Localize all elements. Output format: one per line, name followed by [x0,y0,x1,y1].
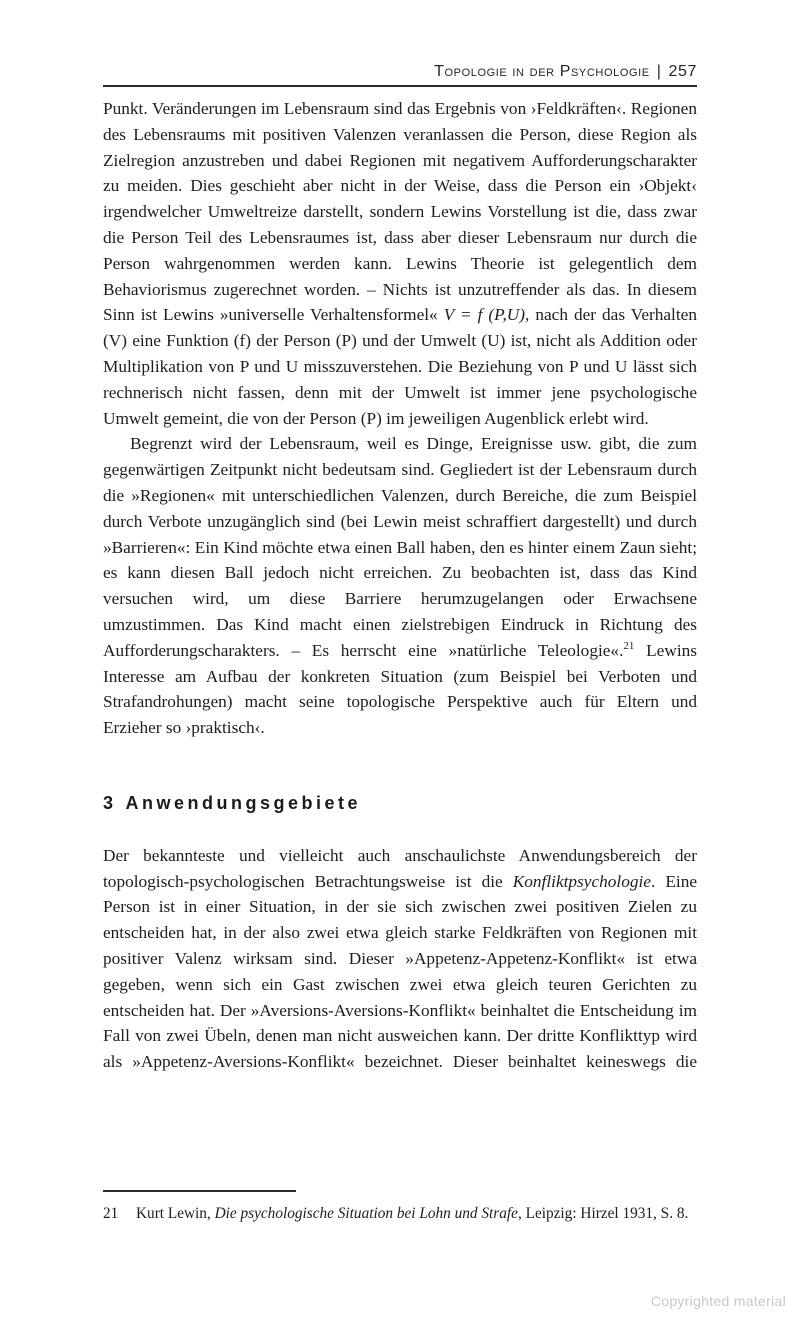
paragraph-2 [103,431,697,741]
paragraph-1-text: Punkt. Veränderungen im Lebensraum sind das Ergebnis von ›Feldkräften‹. Regionen des Lebensraums mit positiven Valenzen veranlassen die Person, diese Region als Zielregion anzustreben und dabei Regionen mit negativem Aufforderungscharakter zu meiden. Dies geschieht aber nicht in der Weise, dass die Person ein ›Objekt‹ irgendwelcher Umweltreize darstellt, sondern Lewins Vorstellung ist die, dass zwar die Person Teil des Lebensraumes ist, dass aber dieser Lebensraum nur durch die Person wahrgenommen werden kann. Lewins Theorie ist gelegentlich dem Behaviorismus zugerechnet worden. – Nichts ist unzutreffender als das. In diesem Sinn ist Lewins »universelle Verhaltensformel« [103,99,697,325]
footnote-text [136,1202,697,1226]
running-title: Topologie in der Psychologie [434,63,650,80]
behavior-formula-italic: V = f (P,U) [443,305,526,325]
footnote-text-pre: Kurt Lewin, [136,1205,215,1222]
footnote-book-title-italic: Die psychologische Situation bei Lohn und Strafe [214,1205,518,1222]
footnote-area [103,1190,697,1226]
section-heading [103,791,697,817]
paragraph-1 [103,96,697,431]
paragraph-3-text-cont: . Eine Person ist in einer Situation, in der sie sich zwischen zwei positiven Zielen zu entscheiden hat, in der also zwei etwa gleich starke Feldkräften von Regionen mit positiver Valenz wirksam sind. Dieser »Appetenz-Appetenz-Konflikt« ist etwa gegeben, wenn sich ein Gast zwischen zwei etwa gleich teuren Gerichten zu entscheiden hat. Der »Aversions-Aversions-Konflikt« beinhaltet die Entscheidung im Fall von zwei Übeln, denen man nicht ausweichen kann. Der dritte Konflikttyp wird als »Appetenz-Aversions-Konflikt« bezeichnet. Dieser beinhaltet keineswegs die [103,871,697,1072]
footnote-text-post: , Leipzig: Hirzel 1931, S. 8. [517,1205,689,1222]
paragraph-2-text: Begrenzt wird der Lebensraum, weil es Dinge, Ereignisse usw. gibt, die zum gegenwärtigen Zeitpunkt nicht bedeutsam sind. Gegliedert ist der Lebensraum durch die »Regionen« mit unterschiedlichen Valenzen, durch Bereiche, die zum Beispiel durch Verbote unzugänglich sind (bei Lewin meist schraffiert dargestellt) und durch »Barrieren«: Ein Kind möchte etwa einen Ball haben, den es hinter einem Zaun sieht; es kann diesen Ball jedoch nicht erreichen. Zu beobachten ist, dass das Kind versuchen wird, um diese Barriere herumzugelangen oder Erwachsene umzustimmen. Das Kind macht einen zielstrebigen Eindruck in Richtung des Aufforderungscharakters. – Es herrscht eine »natürliche Teleologie«. [103,434,697,660]
paragraph-3-text: Der bekannteste und vielleicht auch anschaulichste Anwendungsbereich der topologisch-psychologischen Betrachtungsweise ist die [103,845,697,891]
paragraph-1-text-cont: , nach der das Verhalten (V) eine Funktion (f) der Person (P) und der Umwelt (U) ist, nicht als Addition oder Multiplikation von P und U misszuverstehen. Die Beziehung von P und U lässt sich rechnerisch nicht fassen, denn mit der Umwelt ist immer jene psychologische Umwelt gemeint, die von der Person (P) im jeweiligen Augenblick erlebt wird. [103,305,697,428]
copyright-watermark: Copyrighted material [650,1293,786,1309]
running-head [103,63,697,81]
header-separator: | [656,63,662,80]
page-number: 257 [668,63,697,80]
header-rule [103,85,697,87]
paragraph-2-text-cont: Lewins Interesse am Aufbau der konkreten Situation (zum Beispiel bei Verboten und Strafandrohungen) macht seine topologische Perspektive auch für Eltern und Erzieher so ›praktisch‹. [103,640,697,738]
footnote-rule [103,1190,296,1192]
footnote-number: 21 [103,1205,119,1222]
footnote-21 [103,1202,697,1226]
section-title: Anwendungsgebiete [125,792,362,813]
footnote-reference-21: 21 [623,639,635,652]
paragraph-3 [103,843,697,1075]
konfliktpsychologie-italic: Konfliktpsychologie [512,871,651,891]
page-body [103,96,697,1075]
section-number: 3 [103,792,117,813]
